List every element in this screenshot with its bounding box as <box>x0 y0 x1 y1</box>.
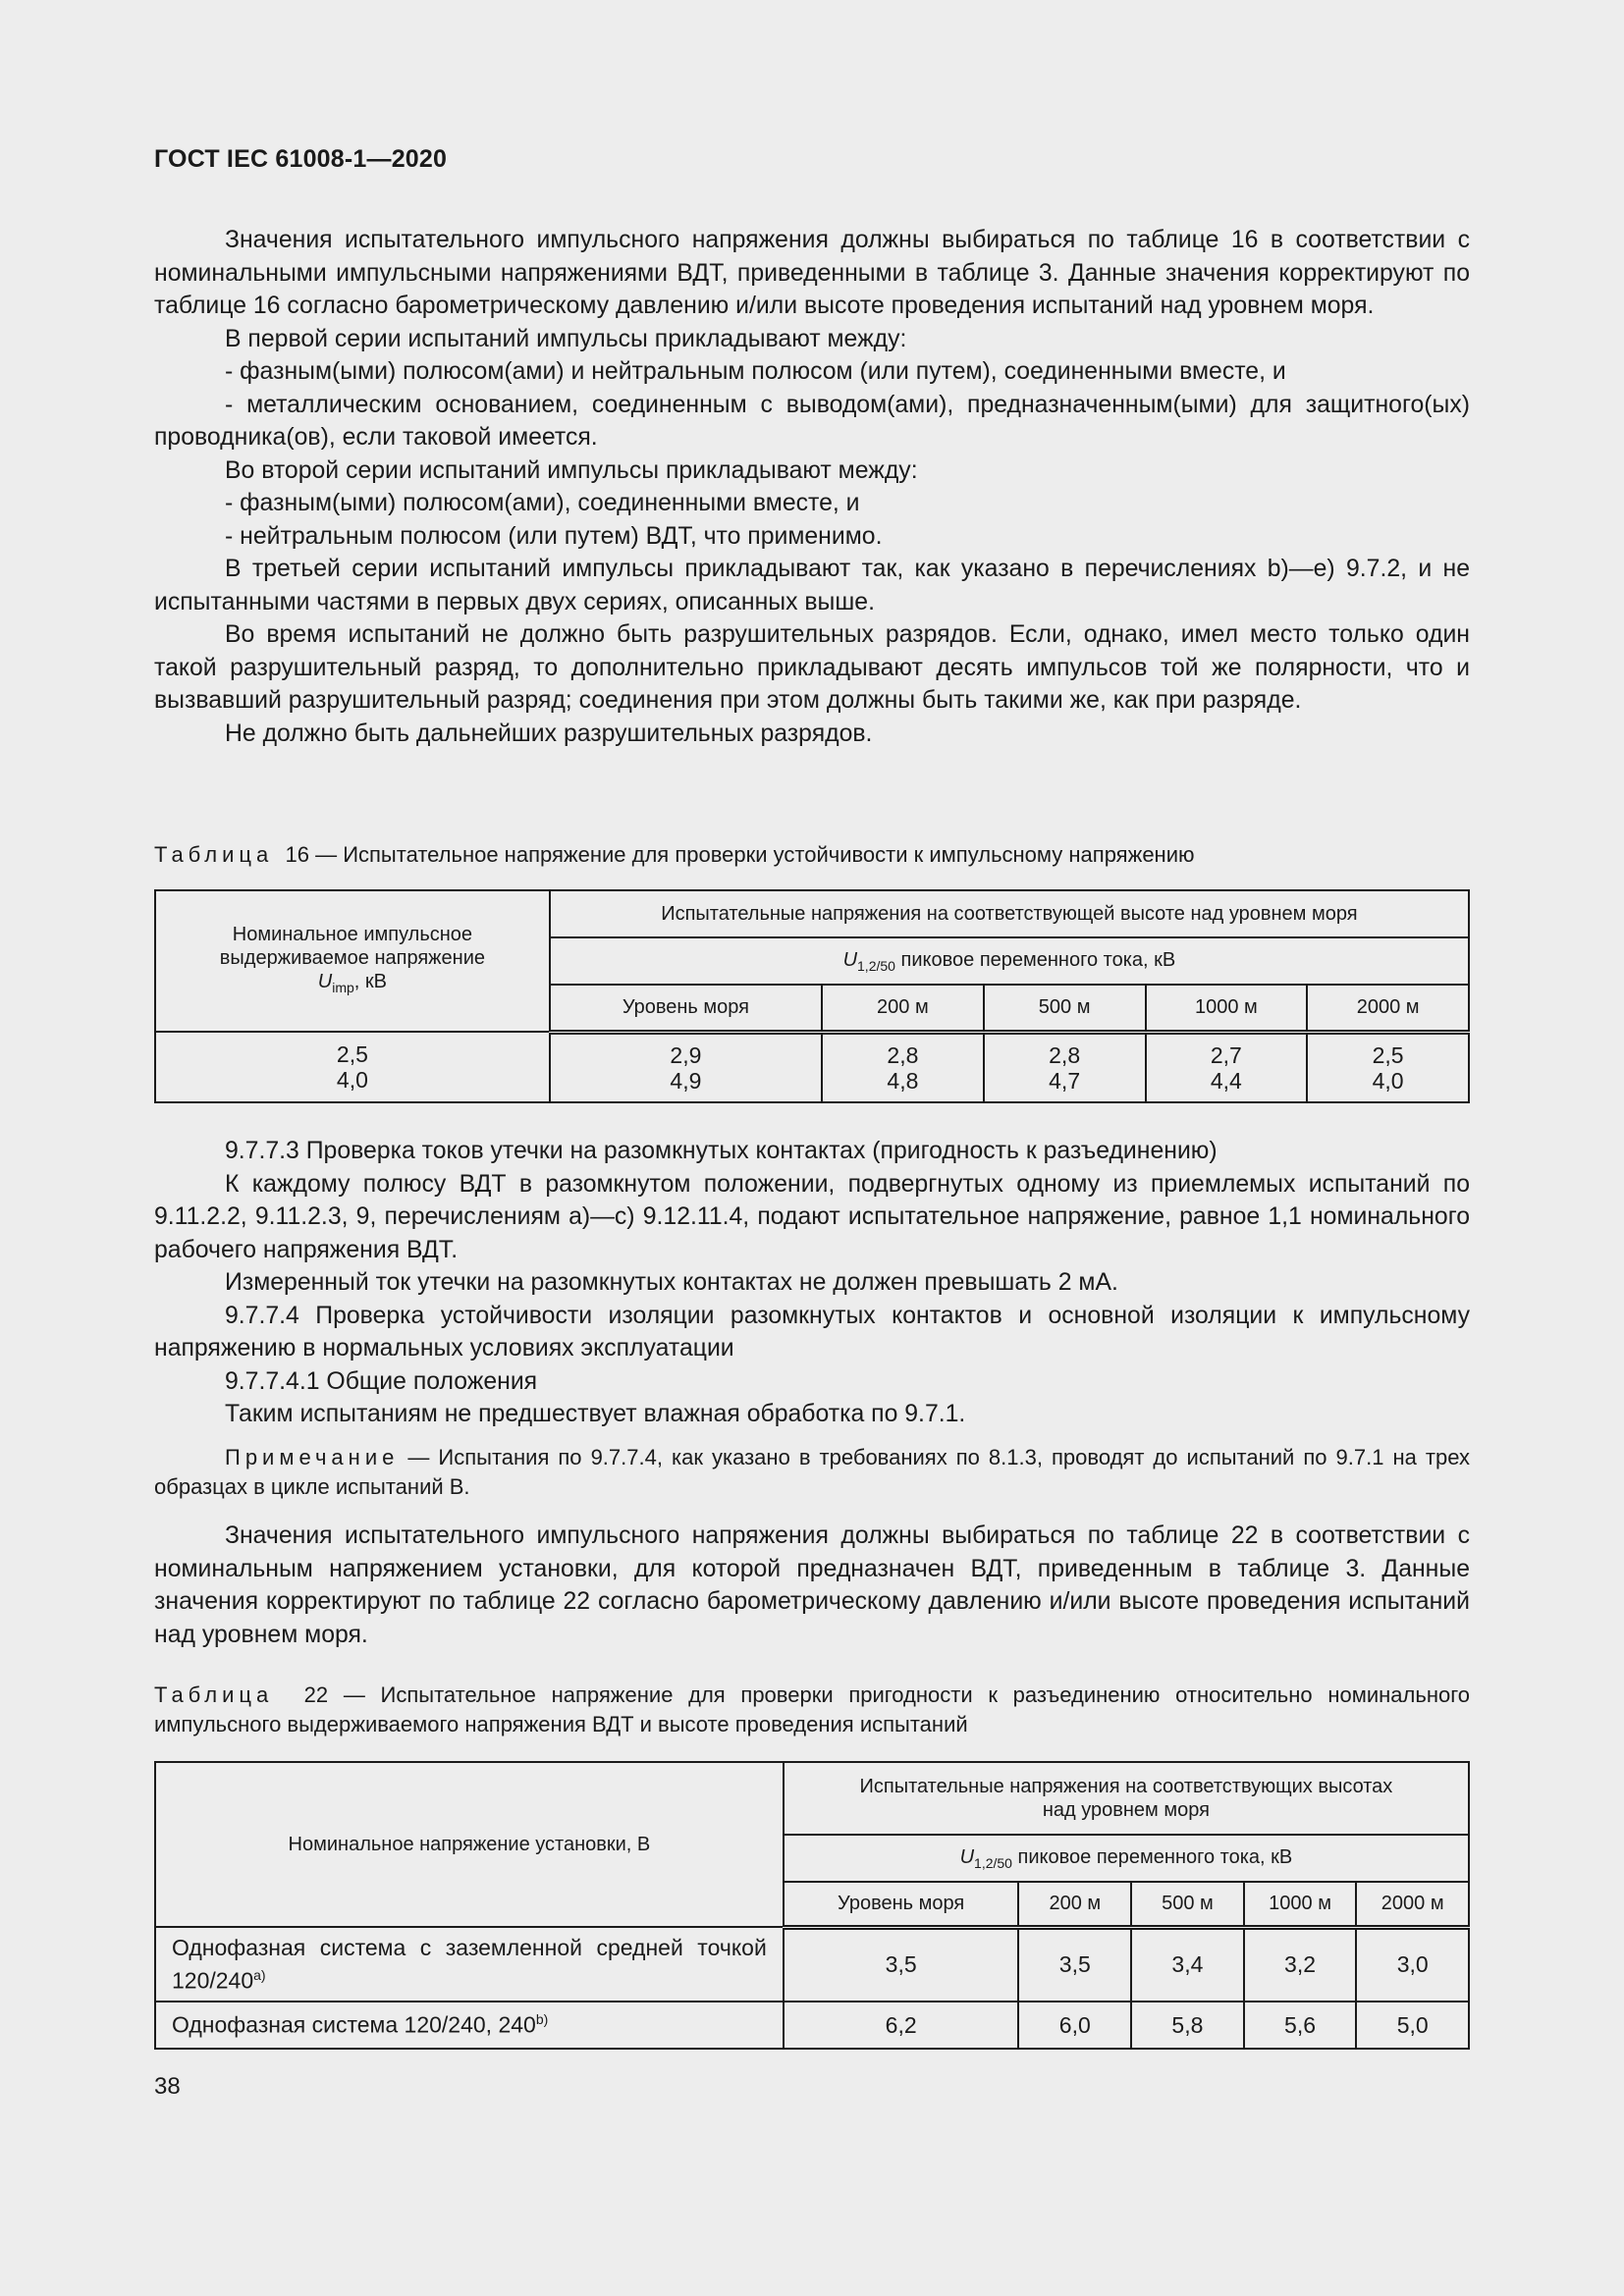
table22-cell: 3,5 <box>1018 1927 1131 2002</box>
table22-column-header: Уровень моря <box>784 1882 1019 1927</box>
table22-cell: 3,0 <box>1356 1927 1469 2002</box>
table16-column-header: 500 м <box>984 985 1146 1032</box>
table16-column-header: 1000 м <box>1146 985 1308 1032</box>
paragraph: 9.7.7.4 Проверка устойчивости изоляции разомкнутых контактов и основной изоляции к импульсному напряжению в нормальных условиях эксплуатации <box>154 1302 1470 1362</box>
paragraph: В третьей серии испытаний импульсы прикладывают так, как указано в перечислениях b)—е) 9.7.2, и не испытанными частями в первых двух сериях, описанных выше. <box>154 556 1470 615</box>
table22-caption: Таблица 22 — Испытательное напряжение для проверки пригодности к разъединению относительно номинального импульсного выдерживаемого напряжения ВДТ и высоте проведения испытаний <box>154 1682 1470 1736</box>
list-item: - нейтральным полюсом (или путем) ВДТ, что применимо. <box>225 522 883 550</box>
table16-cell: 2,9 4,9 <box>550 1032 822 1102</box>
table22-cell: 3,5 <box>784 1927 1019 2002</box>
paragraph: Значения испытательного импульсного напряжения должны выбираться по таблице 22 в соответствии с номинальным напряжением установки, для которой предназначен ВДТ, приведенным в таблице 3. Данные значения корректируют по таблице 22 согласно барометрическому давлению и/или высоте проведения испытаний над уровнем моря. <box>154 1522 1470 1648</box>
table22-cell: 5,0 <box>1356 2002 1469 2049</box>
table22-cell: 3,2 <box>1244 1927 1357 2002</box>
paragraph: Не должно быть дальнейших разрушительных разрядов. <box>225 720 873 747</box>
table16-group-header: Испытательные напряжения на соответствующей высоте над уровнем моря <box>550 890 1469 937</box>
paragraph: Значения испытательного импульсного напряжения должны выбираться по таблице 16 в соответствии с номинальными импульсными напряжениями ВДТ, приведенными в таблице 3. Данные значения корректируют по таблице 16 согласно барометрическому давлению и/или высоте проведения испытаний над уровнем моря. <box>154 227 1470 319</box>
table16-column-header: 2000 м <box>1307 985 1469 1032</box>
table16-cell: 2,5 4,0 <box>1307 1032 1469 1102</box>
table16-cell: 2,8 4,8 <box>822 1032 984 1102</box>
paragraph: К каждому полюсу ВДТ в разомкнутом положении, подвергнутых одному из приемлемых испытаний по 9.11.2.2, 9.11.2.3, 9, перечислениям а)—с) 9.12.11.4, подают испытательное напряжение, равное 1,1 номинального рабочего напряжения ВДТ. <box>154 1170 1470 1263</box>
table-row <box>155 1927 1469 2002</box>
table22-column-header: 500 м <box>1131 1882 1244 1927</box>
table-row <box>155 2002 1469 2049</box>
table16-sub-header: $U_{1,2/50}$ пиковое переменного тока, кВ <box>550 937 1469 985</box>
section-3 <box>154 1520 1470 1651</box>
table-row <box>155 1032 1469 1102</box>
section-1 <box>154 224 1470 750</box>
table22-row-label: Однофазная система с заземленной средней точкой 120/240$^{a)}$ <box>155 1927 784 2002</box>
note <box>154 1443 1470 1502</box>
table16 <box>154 889 1470 1103</box>
paragraph: Во второй серии испытаний импульсы прикладывают между: <box>225 456 918 484</box>
table22-group-header: Испытательные напряжения на соответствующих высотах над уровнем моря <box>784 1762 1469 1835</box>
note-label: Примечание <box>225 1445 400 1469</box>
list-item: - фазным(ыми) полюсом(ами), соединенными вместе, и <box>225 490 860 516</box>
paragraph: 9.7.7.4.1 Общие положения <box>225 1367 538 1395</box>
table16-cell: 2,7 4,4 <box>1146 1032 1308 1102</box>
paragraph: Измеренный ток утечки на разомкнутых контактах не должен превышать 2 мА. <box>225 1269 1118 1296</box>
table16-caption: Таблица 16 — Испытательное напряжение для проверки устойчивости к импульсному напряжению <box>154 842 1195 867</box>
table22-cell: 5,6 <box>1244 2002 1357 2049</box>
paragraph: Таким испытаниям не предшествует влажная обработка по 9.7.1. <box>225 1401 966 1427</box>
list-item: - металлическим основанием, соединенным с выводом(ами), предназначенным(ыми) для защитного(ых) проводника(ов), если таковой имеется. <box>154 391 1470 451</box>
table16-col0-header: Номинальное импульсное выдерживаемое напряжение $U_{imp}$, кВ <box>155 890 550 1032</box>
table22-cell: 6,0 <box>1018 2002 1131 2049</box>
table16-column-header: 200 м <box>822 985 984 1032</box>
table22-row-label: Однофазная система 120/240, 240$^{b)}$ <box>155 2002 784 2049</box>
page-number: 38 <box>154 2073 181 2100</box>
paragraph: 9.7.7.3 Проверка токов утечки на разомкнутых контактах (пригодность к разъединению) <box>225 1138 1218 1164</box>
note-text: — Испытания по 9.7.7.4, как указано в требованиях по 8.1.3, проводят до испытаний по 9.7.1 на трех образцах в цикле испытаний В. <box>154 1445 1470 1499</box>
table22-column-header: 1000 м <box>1244 1882 1357 1927</box>
paragraph: Во время испытаний не должно быть разрушительных разрядов. Если, однако, имел место только один такой разрушительный разряд, то дополнительно прикладывают десять импульсов той же полярности, что и вызвавший разрушительный разряд; соединения при этом должны быть такими же, как при разряде. <box>154 621 1470 714</box>
table22-cell: 5,8 <box>1131 2002 1244 2049</box>
table22 <box>154 1761 1470 2050</box>
table22-column-header: 200 м <box>1018 1882 1131 1927</box>
table22-sub-header: $U_{1,2/50}$ пиковое переменного тока, кВ <box>784 1835 1469 1882</box>
table16-cell: 2,5 4,0 <box>155 1032 550 1102</box>
table16-column-header: Уровень моря <box>550 985 822 1032</box>
table22-cell: 3,4 <box>1131 1927 1244 2002</box>
table22-column-header: 2000 м <box>1356 1882 1469 1927</box>
paragraph: В первой серии испытаний импульсы прикладывают между: <box>225 325 907 352</box>
document-header: ГОСТ IEC 61008-1—2020 <box>154 145 448 173</box>
section-2 <box>154 1135 1470 1431</box>
table16-cell: 2,8 4,7 <box>984 1032 1146 1102</box>
list-item: - фазным(ыми) полюсом(ами) и нейтральным полюсом (или путем), соединенными вместе, и <box>225 358 1286 385</box>
table22-cell: 6,2 <box>784 2002 1019 2049</box>
table22-col0-header: Номинальное напряжение установки, В <box>155 1762 784 1927</box>
